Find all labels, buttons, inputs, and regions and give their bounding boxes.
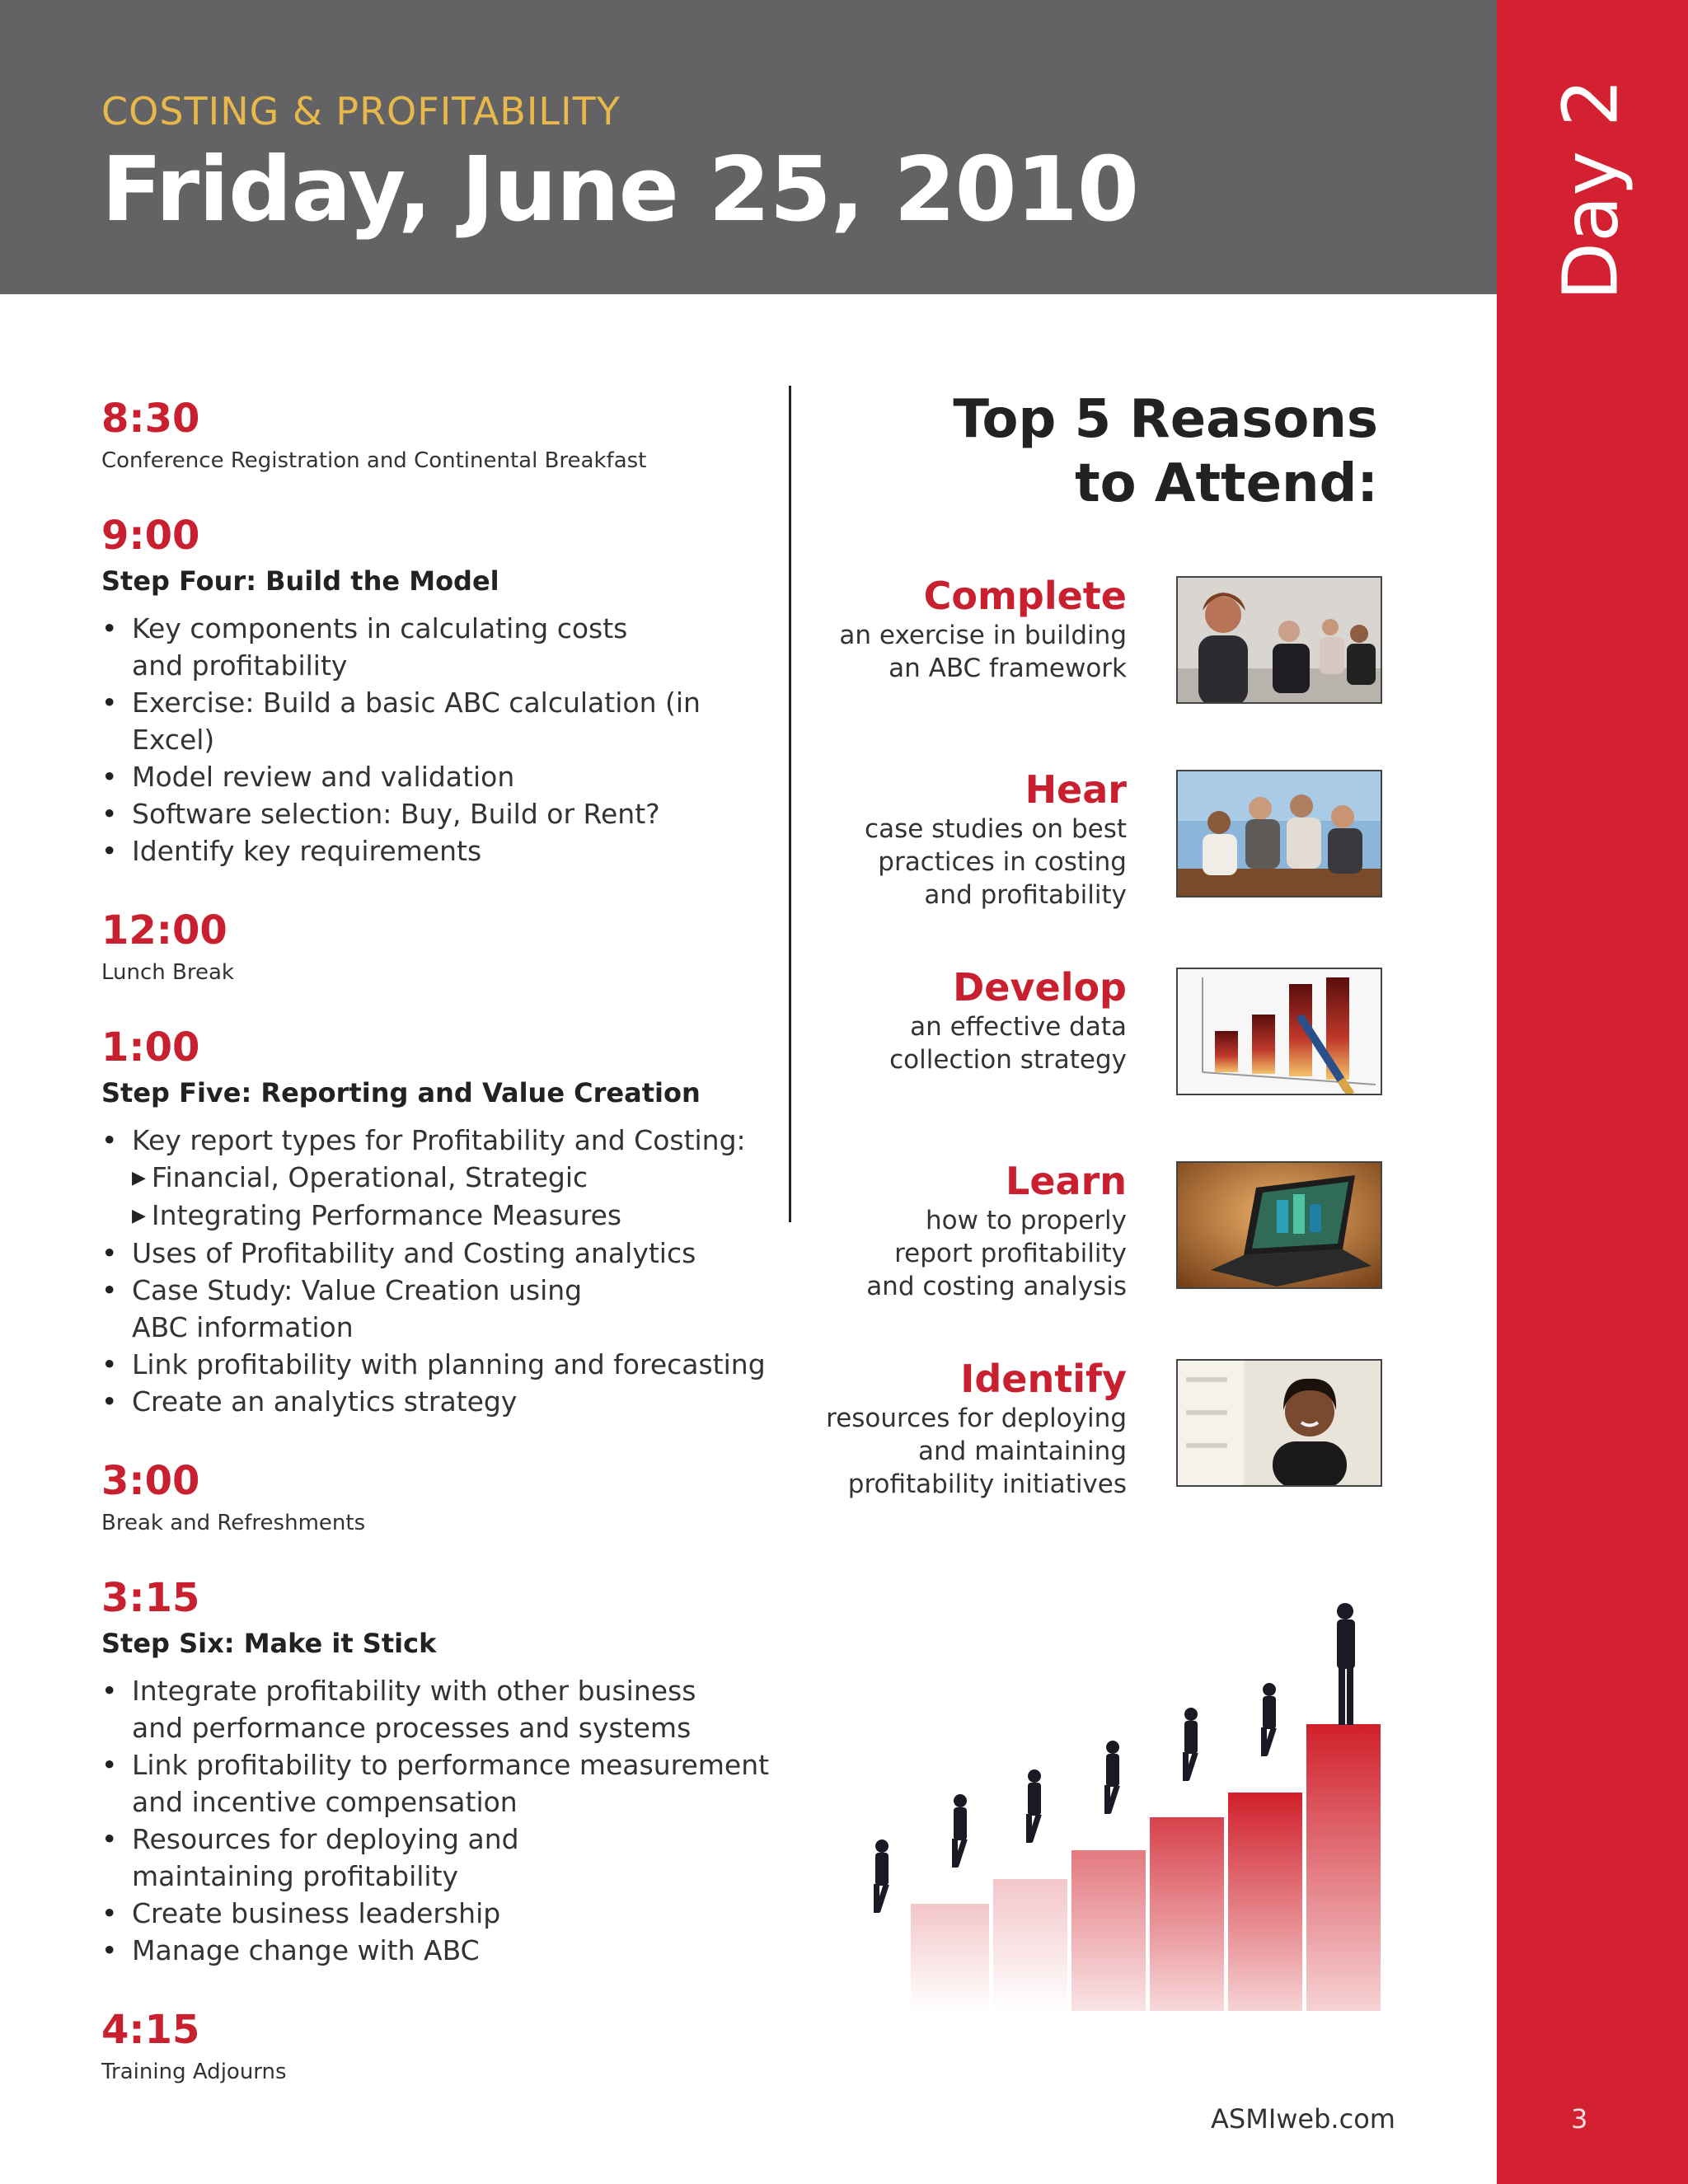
- businesswoman-photo: [1176, 1359, 1382, 1487]
- header-band: [0, 0, 1497, 294]
- sub-list-item: ▶ Integrating Performance Measures: [132, 1197, 777, 1235]
- list-item: • Link profitability to performance measurement and incentive compensation: [101, 1746, 777, 1821]
- list-item: • Exercise: Build a basic ABC calculation (in Excel): [101, 684, 777, 758]
- list-item: • Integrate profitability with other business and performance processes and systems: [101, 1672, 777, 1746]
- reason-heading: Develop: [953, 965, 1127, 1010]
- bullet-list: [101, 610, 777, 869]
- slot-title: Step Four: Build the Model: [101, 565, 499, 597]
- footer-url[interactable]: ASMIweb.com: [1211, 2103, 1395, 2135]
- reason-heading: Complete: [923, 574, 1127, 618]
- sub-list-item: ▶ Financial, Operational, Strategic: [132, 1159, 777, 1197]
- list-item: • Resources for deploying and maintaining profitability: [101, 1821, 777, 1895]
- meeting-photo: [1176, 576, 1382, 704]
- slot-0100: [101, 1024, 777, 1420]
- list-item: • Model review and validation: [101, 758, 777, 795]
- list-item: • Create business leadership: [101, 1895, 777, 1932]
- list-item: • Create an analytics strategy: [101, 1383, 777, 1420]
- reason-hear: Hear case studies on best practices in costing and profitability: [791, 766, 1376, 902]
- slot-0830: [101, 396, 777, 475]
- slot-time: 3:15: [101, 1575, 200, 1621]
- slot-time: 3:00: [101, 1458, 200, 1504]
- laptop-photo: [1176, 1161, 1382, 1289]
- slot-time: 4:15: [101, 2007, 200, 2053]
- slot-time: 1:00: [101, 1024, 200, 1071]
- day-label: [1513, 78, 1668, 301]
- bullet-list: [101, 1672, 777, 1969]
- slot-1200: [101, 907, 777, 987]
- slot-time: 8:30: [101, 396, 200, 442]
- reasons-title: Top 5 Reasons to Attend:: [953, 389, 1378, 514]
- slot-title: Step Six: Make it Stick: [101, 1628, 437, 1659]
- reason-identify: Identify resources for deploying and maintaining profitability initiatives: [791, 1356, 1376, 1492]
- staircase-illustration: [824, 1591, 1385, 2011]
- list-item: • Software selection: Buy, Build or Rent?: [101, 795, 777, 832]
- slot-title: Step Five: Reporting and Value Creation: [101, 1077, 701, 1108]
- reason-complete: Complete an exercise in building an ABC framework: [791, 573, 1376, 709]
- reason-develop: Develop an effective data collection strategy: [791, 964, 1376, 1100]
- day-label-text: Day 2: [1546, 78, 1635, 301]
- slot-desc: Training Adjourns: [101, 2060, 287, 2084]
- list-item: • Key components in calculating costs and profitability: [101, 610, 777, 684]
- reason-heading: Identify: [960, 1357, 1127, 1401]
- slot-0315: [101, 1575, 777, 1969]
- list-item: • Case Study: Value Creation using ABC information: [101, 1272, 777, 1346]
- team-photo: [1176, 770, 1382, 898]
- page-title: Friday, June 25, 2010: [101, 138, 1138, 241]
- slot-time: 12:00: [101, 907, 227, 954]
- bar-chart-photo: [1176, 968, 1382, 1095]
- page-number: 3: [1571, 2103, 1588, 2135]
- slot-desc: Lunch Break: [101, 960, 234, 985]
- list-item: • Uses of Profitability and Costing analytics: [101, 1235, 777, 1272]
- slot-0900: [101, 513, 777, 869]
- slot-0300: [101, 1458, 777, 1537]
- reason-learn: Learn how to properly report profitability and costing analysis: [791, 1158, 1376, 1294]
- schedule: [101, 396, 777, 2124]
- side-band: [1497, 0, 1688, 2184]
- header-kicker: COSTING & PROFITABILITY: [101, 89, 621, 134]
- reason-heading: Learn: [1006, 1159, 1127, 1203]
- slot-desc: Break and Refreshments: [101, 1511, 366, 1535]
- bullet-list: [101, 1122, 777, 1420]
- slot-0415: [101, 2007, 777, 2086]
- slot-time: 9:00: [101, 513, 200, 559]
- reason-heading: Hear: [1025, 767, 1127, 812]
- slot-desc: Conference Registration and Continental Breakfast: [101, 448, 647, 473]
- list-item: • Identify key requirements: [101, 832, 777, 869]
- list-item: • Manage change with ABC: [101, 1932, 777, 1969]
- list-item: • Key report types for Profitability and Costing: ▶ Financial, Operational, Strategic ▶ Integrating Performance Measures: [101, 1122, 777, 1235]
- list-item: • Link profitability with planning and forecasting: [101, 1346, 777, 1383]
